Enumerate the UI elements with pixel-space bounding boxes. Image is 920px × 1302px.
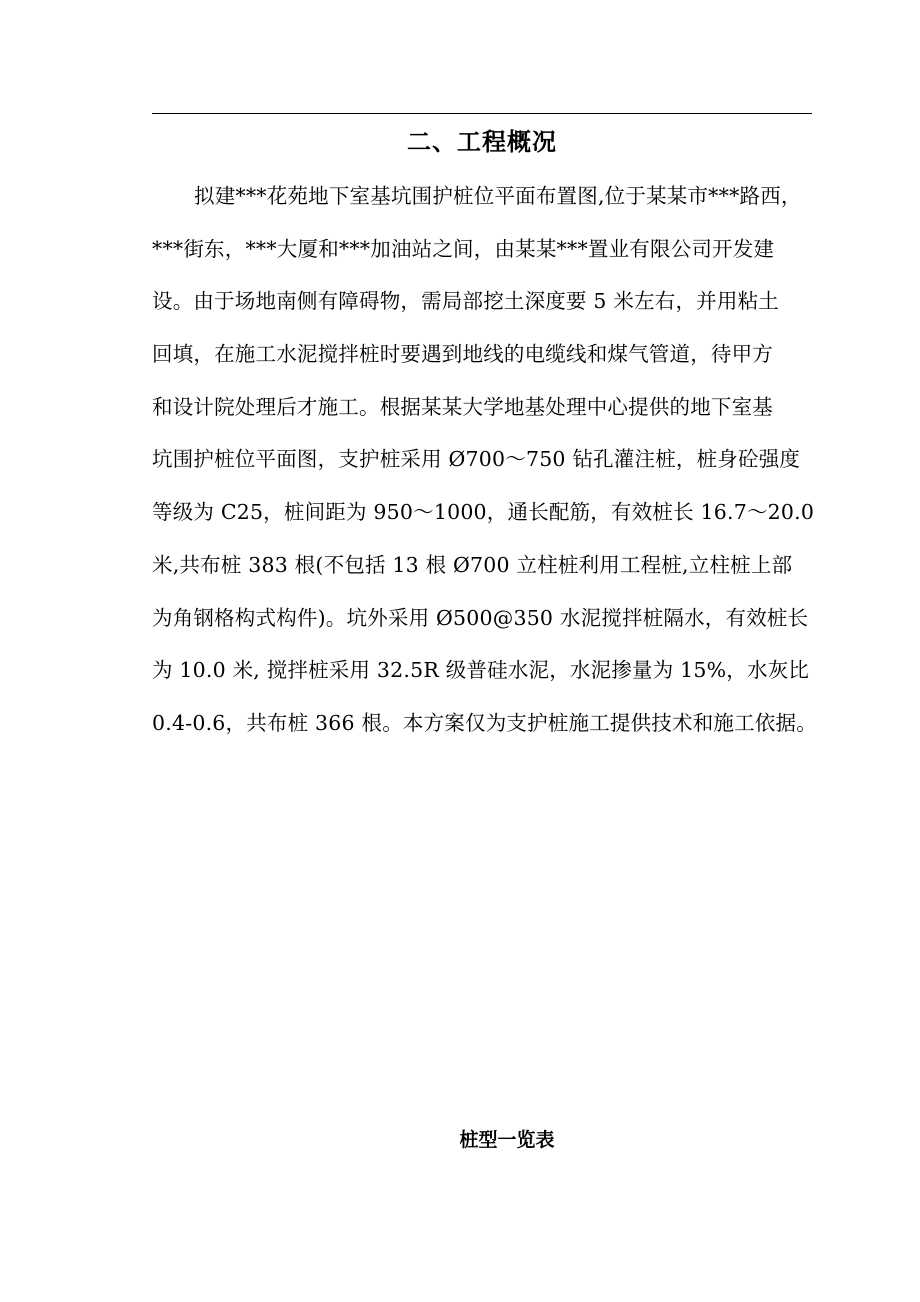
paragraph-line: 坑围护桩位平面图，支护桩采用 Ø700～750 钻孔灌注桩，桩身砼强度	[152, 447, 801, 472]
overview-paragraph	[152, 173, 820, 753]
paragraph-line: 和设计院处理后才施工。根据某某大学地基处理中心提供的地下室基	[152, 394, 773, 419]
paragraph-line: ***街东，***大厦和***加油站之间，由某某***置业有限公司开发建	[152, 236, 775, 261]
table-title: 桩型一览表	[459, 1129, 555, 1151]
section-title: 二、工程概况	[407, 128, 557, 156]
paragraph-line: 回填，在施工水泥搅拌桩时要遇到地线的电缆线和煤气管道，待甲方	[152, 342, 773, 367]
paragraph-line: 米,共布桩 383 根(不包括 13 根 Ø700 立柱桩利用工程桩,立柱桩上部	[152, 552, 793, 577]
paragraph-line: 设。由于场地南侧有障碍物，需局部挖土深度要 5 米左右，并用粘土	[152, 289, 779, 314]
paragraph-line: 等级为 C25，桩间距为 950～1000，通长配筋，有效桩长 16.7～20.0	[152, 500, 815, 525]
paragraph-line: 拟建***花苑地下室基坑围护桩位平面布置图,位于某某市***路西，	[194, 184, 802, 208]
paragraph-line: 0.4-0.6，共布桩 366 根。本方案仅为支护桩施工提供技术和施工依据。	[152, 710, 817, 735]
header-rule	[152, 113, 812, 114]
paragraph-line: 为 10.0 米, 搅拌桩采用 32.5R 级普硅水泥，水泥掺量为 15%，水灰比	[152, 658, 810, 683]
paragraph-line: 为角钢格构式构件)。坑外采用 Ø500@350 水泥搅拌桩隔水，有效桩长	[152, 605, 809, 630]
